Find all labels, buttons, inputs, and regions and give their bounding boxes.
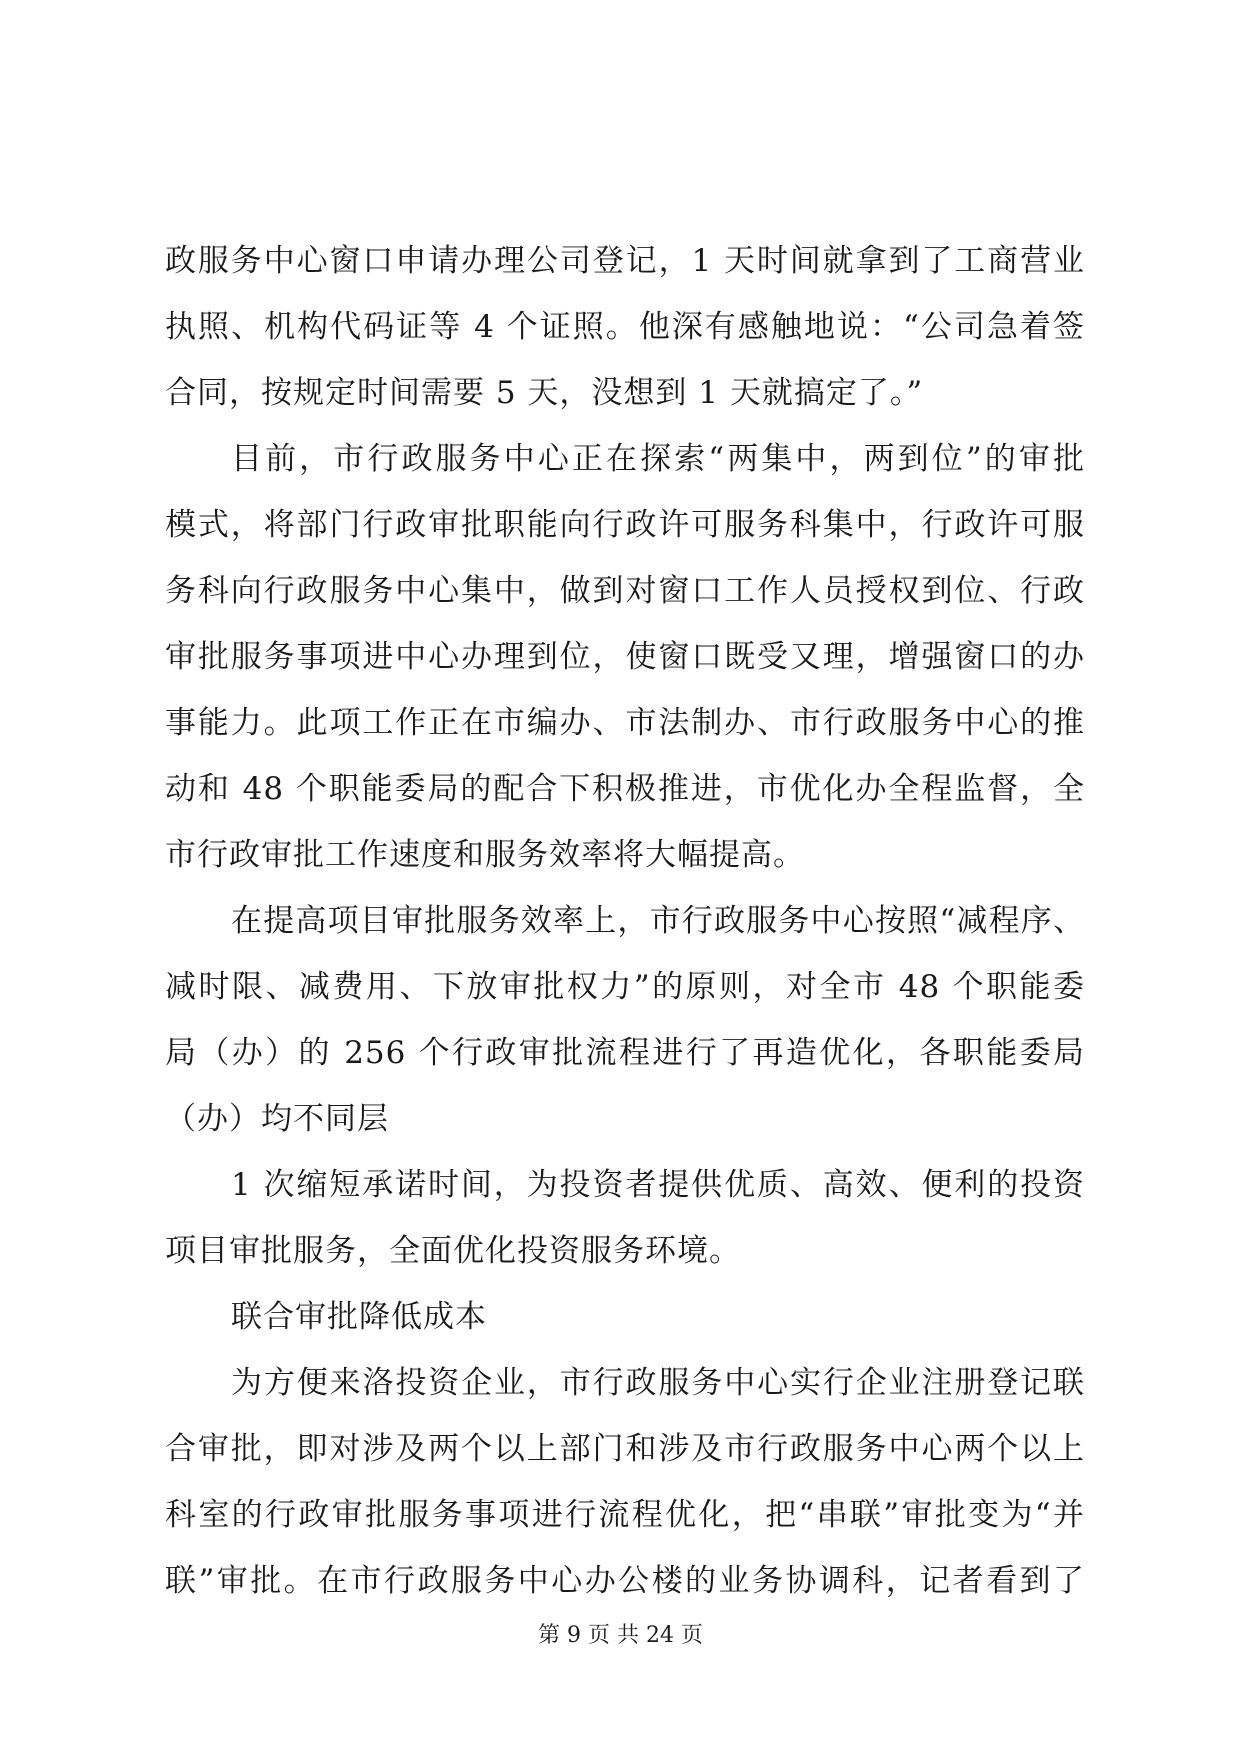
paragraph (165, 1152, 1085, 1284)
paragraph (165, 1350, 1085, 1614)
text-line: 局（办）的 256 个行政审批流程进行了再造优化，各职能委局 (165, 1035, 1085, 1071)
text-line: 务科向行政服务中心集中，做到对窗口工作人员授权到位、行政 (165, 573, 1085, 609)
page-number-footer: 第 9 页 共 24 页 (538, 1623, 703, 1648)
text-line: 事能力。此项工作正在市编办、市法制办、市行政服务中心的推 (165, 705, 1085, 741)
text-line: 模式，将部门行政审批职能向行政许可服务科集中，行政许可服 (165, 507, 1085, 543)
text-line: 审批服务事项进中心办理到位，使窗口既受又理，增强窗口的办 (165, 639, 1085, 675)
text-line: 项目审批服务，全面优化投资服务环境。 (165, 1233, 741, 1269)
text-line: （办）均不同层 (165, 1101, 389, 1137)
text-line: 动和 48 个职能委局的配合下积极推进，市优化办全程监督，全 (165, 771, 1085, 807)
text-line: 减时限、减费用、下放审批权力”的原则，对全市 48 个职能委 (165, 969, 1085, 1005)
paragraph (165, 888, 1085, 1152)
text-line: 为方便来洛投资企业，市行政服务中心实行企业注册登记联 (231, 1365, 1085, 1401)
text-line: 1 次缩短承诺时间，为投资者提供优质、高效、便利的投资 (231, 1167, 1085, 1203)
body-text (165, 228, 1085, 1614)
paragraph-continuation (165, 228, 1085, 426)
text-line: 合审批，即对涉及两个以上部门和涉及市行政服务中心两个以上 (165, 1431, 1085, 1467)
text-line: 市行政审批工作速度和服务效率将大幅提高。 (165, 837, 805, 873)
paragraph (165, 426, 1085, 888)
text-line: 合同，按规定时间需要 5 天，没想到 1 天就搞定了。” (165, 375, 924, 411)
text-line: 科室的行政审批服务事项进行流程优化，把“串联”审批变为“并 (165, 1497, 1085, 1533)
text-line: 在提高项目审批服务效率上，市行政服务中心按照“减程序、 (231, 903, 1085, 939)
text-line: 执照、机构代码证等 4 个证照。他深有感触地说：“公司急着签 (165, 309, 1085, 345)
text-line: 目前，市行政服务中心正在探索“两集中，两到位”的审批 (231, 441, 1085, 477)
section-heading (165, 1284, 1085, 1350)
text-line: 联”审批。在市行政服务中心办公楼的业务协调科，记者看到了 (165, 1563, 1085, 1599)
text-line: 政服务中心窗口申请办理公司登记，1 天时间就拿到了工商营业 (165, 243, 1085, 279)
heading-text: 联合审批降低成本 (231, 1299, 487, 1335)
